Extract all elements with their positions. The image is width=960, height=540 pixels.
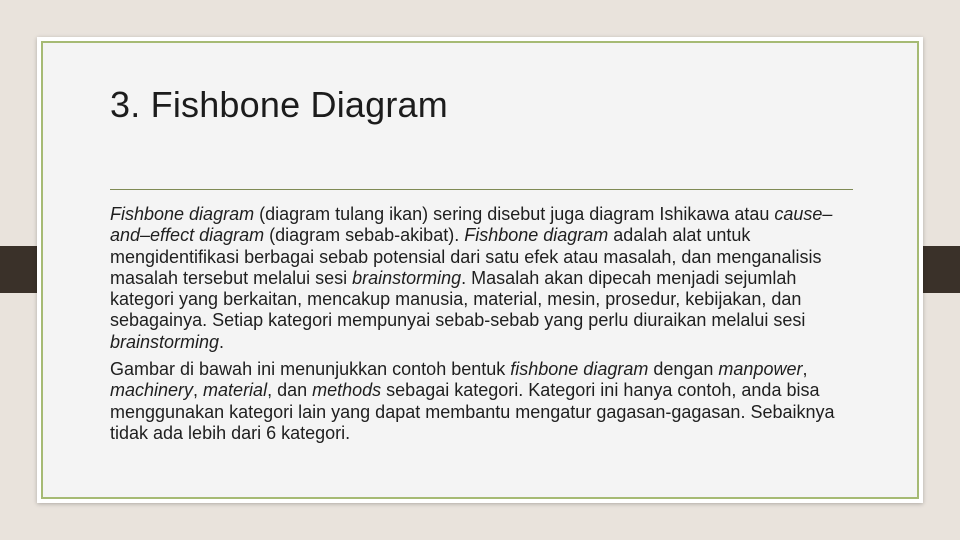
text-segment: adalah alat untuk mengidentifikasi berbagai sebab potensial dari satu efek atau masalah, dan menganalisis masalah tersebut melalui sesi <box>110 225 822 288</box>
text-segment: (diagram tulang ikan) sering disebut juga diagram Ishikawa atau <box>254 204 775 224</box>
italic-term: brainstorming <box>352 267 462 288</box>
italic-term: fishbone diagram <box>510 359 649 380</box>
italic-term: material <box>203 380 268 401</box>
italic-term: brainstorming <box>110 331 220 352</box>
text-segment: . Masalah akan dipecah menjadi sejumlah kategori yang berkaitan, mencakup manusia, material, mesin, prosedur, kebijakan, dan sebagainya. Setiap kategori mempunyai sebab-sebab yang perlu diuraikan melalui sesi <box>110 267 806 331</box>
text-segment: , <box>802 359 808 380</box>
text-segment: . <box>219 331 225 352</box>
text-segment: dengan <box>648 359 719 380</box>
italic-term: Fishbone diagram <box>464 225 609 246</box>
italic-term: machinery <box>110 380 194 401</box>
text-segment: , <box>193 380 204 401</box>
slide-body <box>110 204 860 444</box>
text-segment: , dan <box>267 380 313 401</box>
text-segment: sebagai kategori. Kategori ini hanya contoh, anda bisa menggunakan kategori lain yang dapat membantu mengatur gagasan-gagasan. Sebaiknya tidak ada lebih dari 6 kategori. <box>110 380 835 443</box>
italic-term: manpower <box>718 359 803 380</box>
body-paragraph-2 <box>110 359 860 444</box>
italic-term: methods <box>312 380 382 401</box>
italic-term: cause–and–effect diagram <box>110 204 833 246</box>
slide-title: 3. Fishbone Diagram <box>110 84 448 125</box>
text-segment: (diagram sebab-akibat). <box>264 225 465 246</box>
text-segment: Gambar di bawah ini menunjukkan contoh bentuk <box>110 359 511 380</box>
title-divider <box>110 189 853 190</box>
italic-term: Fishbone diagram <box>110 204 255 224</box>
body-paragraph-1 <box>110 204 860 353</box>
